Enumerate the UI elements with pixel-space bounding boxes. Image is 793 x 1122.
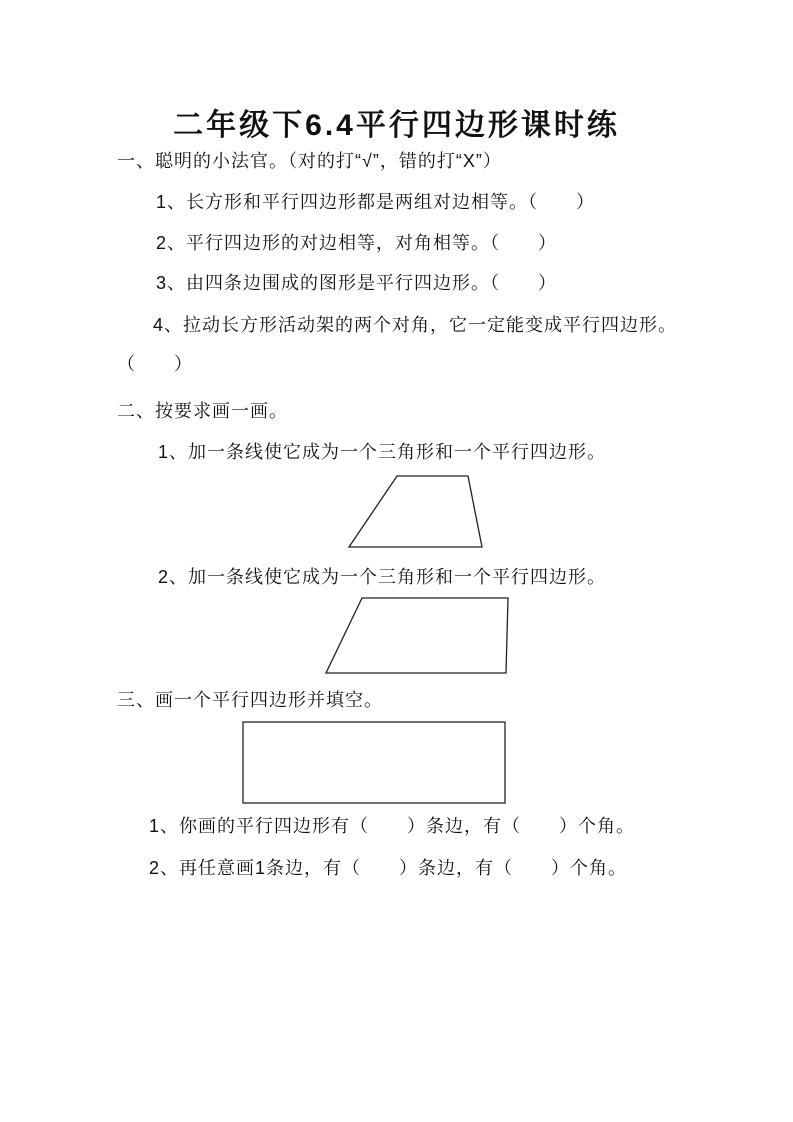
drawing-box [243, 722, 505, 803]
page-title: 二年级下6.4平行四边形课时练 [173, 109, 620, 142]
section-1-question-4: 4、拉动长方形活动架的两个对角，它一定能变成平行四边形。 [153, 315, 678, 335]
section-1-question-1: 1、长方形和平行四边形都是两组对边相等。（ ） [156, 192, 596, 212]
section-3-heading: 三、画一个平行四边形并填空。 [117, 690, 383, 710]
section-1-question-4-answer-blank: （ ） [117, 354, 193, 374]
trapezoid-shape-2 [326, 598, 508, 673]
section-3-question-1: 1、你画的平行四边形有（ ）条边，有（ ）个角。 [149, 816, 636, 836]
section-1-question-2: 2、平行四边形的对边相等，对角相等。（ ） [156, 233, 558, 253]
section-1-heading: 一、聪明的小法官。（对的打“√”，错的打“X”） [117, 151, 502, 171]
section-2-question-1: 1、加一条线使它成为一个三角形和一个平行四边形。 [158, 442, 607, 462]
section-1-question-3: 3、由四条边围成的图形是平行四边形。（ ） [156, 273, 558, 293]
section-2-heading: 二、按要求画一画。 [117, 401, 288, 421]
section-2-question-2: 2、加一条线使它成为一个三角形和一个平行四边形。 [158, 567, 607, 587]
trapezoid-shape-1 [349, 476, 482, 547]
section-3-question-2: 2、再任意画1条边，有（ ）条边，有（ ）个角。 [149, 858, 628, 878]
